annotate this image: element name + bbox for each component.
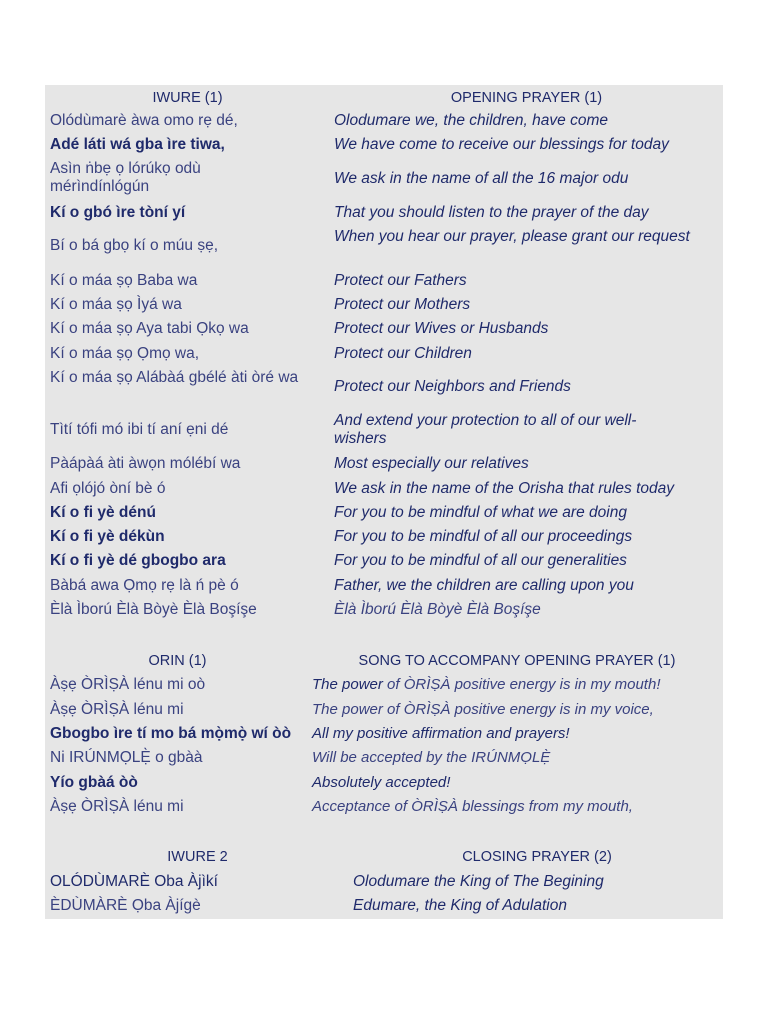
english-line: Protect our Wives or Husbands xyxy=(334,320,549,337)
english-line: Protect our Mothers xyxy=(334,296,471,313)
english-line: We ask in the name of all the 16 major odu xyxy=(334,170,629,187)
english-line: All my positive affirmation and prayers! xyxy=(312,725,570,742)
prayer-panel xyxy=(45,85,723,919)
yoruba-line: Kí o gbó ìre tòní yí xyxy=(50,204,186,221)
english-line-emphasis: The power xyxy=(312,676,383,693)
yoruba-line: Kí o máa ṣọ Alábàá gbélé àti òré wa xyxy=(50,369,299,386)
yoruba-line: Bàbá awa Ọmọ rẹ là ń pè ó xyxy=(50,577,239,594)
yoruba-line: Àṣẹ ÒRÌṢÀ lénu mi xyxy=(50,701,184,718)
yoruba-line: Asìn ṅbẹ ọ lórúkọ odù mérìndínlógún xyxy=(50,160,201,195)
yoruba-line: Kí o máa ṣọ Ìyá wa xyxy=(50,296,182,313)
section1-left-header: IWURE (1) xyxy=(152,90,223,106)
english-line: That you should listen to the prayer of the day xyxy=(334,204,649,221)
yoruba-line: Kí o fi yè dé gbogbo ara xyxy=(50,552,226,569)
section3-left-header: IWURE 2 xyxy=(167,849,228,865)
yoruba-line: Gbogbo ìre tí mo bá mọ̀mọ̀ wí òò xyxy=(50,725,292,742)
yoruba-line: Tìtí tófi mó ibi tí aní ẹni dé xyxy=(50,421,229,438)
yoruba-line: Kí o fi yè dénú xyxy=(50,504,156,521)
english-line: Olodumare the King of The Begining xyxy=(353,873,604,890)
english-line: For you to be mindful of all our generalities xyxy=(334,552,627,569)
yoruba-line: Yío gbàá òò xyxy=(50,774,138,791)
english-line: For you to be mindful of all our proceedings xyxy=(334,528,633,545)
english-line: Èlà Ìború Èlà Bòyè Èlà Boşíşe xyxy=(334,601,541,618)
english-line: Olodumare we, the children, have come xyxy=(334,112,608,129)
yoruba-line: Àṣẹ ÒRÌṢÀ lénu mi xyxy=(50,798,184,815)
yoruba-line: Kí o máa ṣọ Ọmọ wa, xyxy=(50,345,200,362)
yoruba-line: Adé láti wá gba ìre tiwa, xyxy=(50,136,225,153)
yoruba-line: Kí o fi yè dékùn xyxy=(50,528,165,545)
english-line: Acceptance of ÒRÌṢÀ blessings from my mouth, xyxy=(312,798,633,815)
english-line: Absolutely accepted! xyxy=(312,774,451,791)
english-line: The power of ÒRÌṢÀ positive energy is in my voice, xyxy=(312,701,654,718)
section3-right-header: CLOSING PRAYER (2) xyxy=(462,849,612,865)
english-line: Father, we the children are calling upon you xyxy=(334,577,634,594)
english-line: Will be accepted by the IRÚNMỌLẸ̀ xyxy=(312,749,551,766)
english-line: Protect our Neighbors and Friends xyxy=(334,378,571,395)
english-line: We have come to receive our blessings for today xyxy=(334,136,669,153)
english-line: Edumare, the King of Adulation xyxy=(353,897,567,914)
yoruba-line: Kí o máa ṣọ Baba wa xyxy=(50,272,198,289)
yoruba-line: Olódùmarè àwa omo rẹ dé, xyxy=(50,112,238,129)
english-line: For you to be mindful of what we are doing xyxy=(334,504,627,521)
yoruba-line: Àṣẹ ÒRÌṢÀ lénu mi oò xyxy=(50,676,206,693)
yoruba-line: Pàápàá àti àwọn mólébí wa xyxy=(50,455,241,472)
section2-left-header: ORIN (1) xyxy=(148,653,207,669)
yoruba-line: ÈDÙMÀRÈ Ọba Àjígè xyxy=(50,897,201,914)
english-line-rest: of ÒRÌṢÀ positive energy is in my mouth! xyxy=(382,676,661,693)
english-line: Protect our Fathers xyxy=(334,272,467,289)
yoruba-line: Ni IRÚNMỌLẸ̀ o gbàà xyxy=(50,749,203,766)
english-line: Protect our Children xyxy=(334,345,472,362)
yoruba-line: Èlà Ìború Èlà Bòyè Èlà Boşíşe xyxy=(50,601,257,618)
english-line: And extend your protection to all of our well-wishers xyxy=(334,412,637,447)
section2-right-header: SONG TO ACCOMPANY OPENING PRAYER (1) xyxy=(358,653,676,669)
english-line xyxy=(312,676,722,694)
english-line: When you hear our prayer, please grant our request xyxy=(334,228,690,245)
english-line: We ask in the name of the Orisha that rules today xyxy=(334,480,675,497)
english-line: Most especially our relatives xyxy=(334,455,529,472)
section1-right-header: OPENING PRAYER (1) xyxy=(450,90,603,106)
yoruba-line: Afi ọlójó òní bè ó xyxy=(50,480,166,497)
yoruba-line: Kí o máa ṣọ Aya tabi Ọkọ wa xyxy=(50,320,249,337)
yoruba-line: OLÓDÙMARÈ Oba Àjìkí xyxy=(50,873,218,890)
yoruba-line: Bí o bá gbọ kí o múu ṣẹ, xyxy=(50,237,219,254)
